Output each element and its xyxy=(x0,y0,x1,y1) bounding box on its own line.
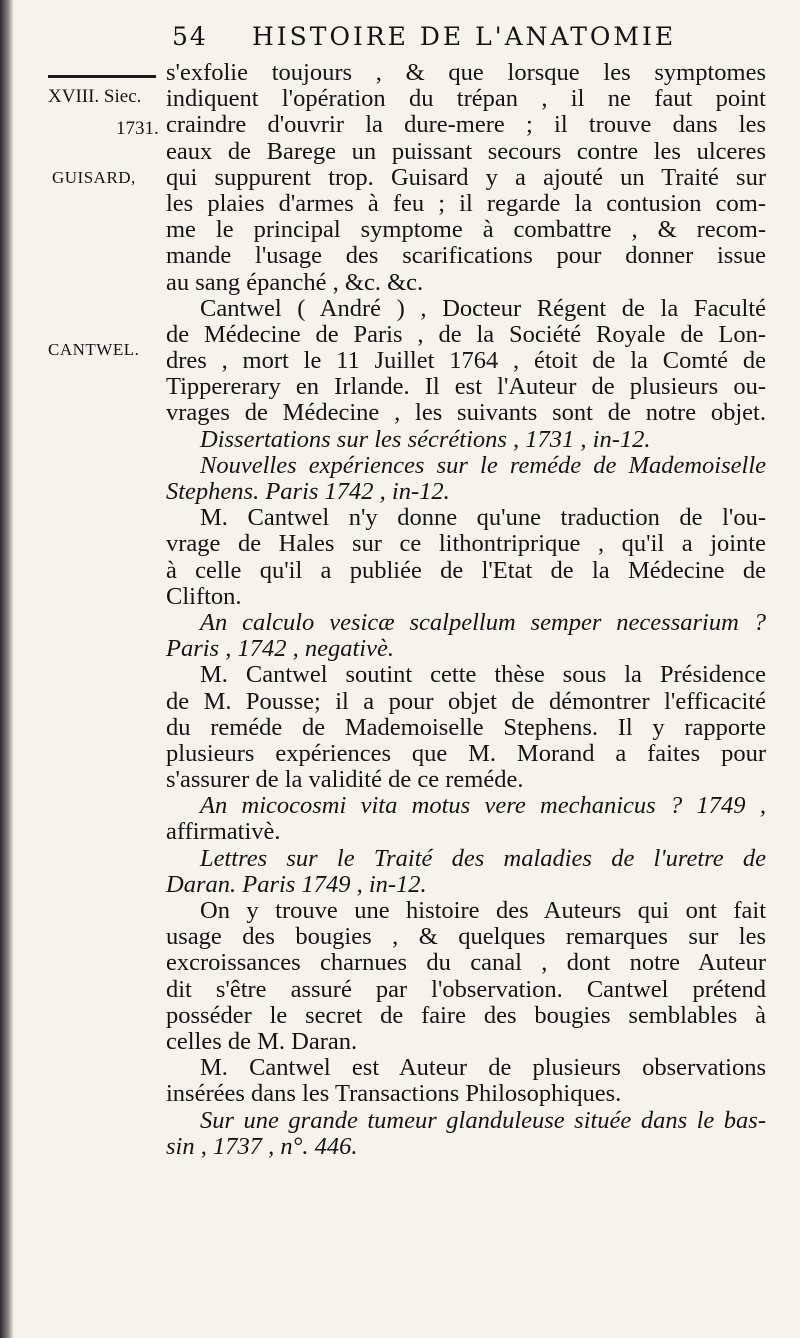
text-line: usage des bougies , & quelques remarques sur les xyxy=(166,923,766,951)
page-number: 54 xyxy=(172,22,208,51)
text-line: Daran. Paris 1749 , in-12. xyxy=(166,870,427,898)
text-line: celles de M. Daran. xyxy=(166,1027,358,1055)
century-note: XVIII. Siec. xyxy=(48,86,142,107)
text-line: les plaies d'armes à feu ; il regarde la contusion com- xyxy=(166,189,766,217)
text-line: Paris , 1742 , negativè. xyxy=(166,635,394,663)
text-line: Clifton. xyxy=(166,582,242,610)
text-line: indiquent l'opération du trépan , il ne faut point xyxy=(166,85,766,113)
text-line: de M. Pousse; il a pour objet de démontrer l'efficacité xyxy=(166,687,766,715)
running-header xyxy=(172,22,782,62)
text-line: M. Cantwel n'y donne qu'une traduction de l'ou- xyxy=(200,504,766,532)
text-line: posséder le secret de faire des bougies semblables à xyxy=(166,1001,766,1029)
text-line: au sang épanché , &c. &c. xyxy=(166,268,424,296)
text-line: An calculo vesicæ scalpellum semper necessarium ? xyxy=(200,608,766,636)
text-line: An micocosmi vita motus vere mechanicus ? 1749 , xyxy=(200,792,766,820)
margin-rule xyxy=(48,75,156,78)
text-line: Tippererary en Irlande. Il est l'Auteur de plusieurs ou- xyxy=(166,373,766,401)
text-line: M. Cantwel est Auteur de plusieurs observations xyxy=(200,1054,766,1082)
text-line: dit s'être assuré par l'observation. Cantwel prétend xyxy=(166,975,766,1003)
text-line: de Médecine de Paris , de la Société Royale de Lon- xyxy=(166,320,766,348)
running-title: HISTOIRE DE L'ANATOMIE xyxy=(252,22,677,51)
text-line: me le principal symptome à combattre , & recom- xyxy=(166,216,766,244)
text-line: insérées dans les Transactions Philosophiques. xyxy=(166,1080,622,1108)
cantwel-note: CANTWEL. xyxy=(48,340,140,359)
text-line: sin , 1737 , n°. 446. xyxy=(166,1132,358,1160)
text-line: On y trouve une histoire des Auteurs qui ont fait xyxy=(200,897,766,924)
text-line: vrage de Hales sur ce lithontriprique , qu'il a jointe xyxy=(166,530,766,558)
text-line: M. Cantwel soutint cette thèse sous la Présidence xyxy=(200,661,766,689)
text-line: mande l'usage des scarifications pour donner issue xyxy=(166,242,766,270)
text-line: qui suppurent trop. Guisard y a ajouté un Traité sur xyxy=(166,163,766,191)
text-line: Cantwel ( André ) , Docteur Régent de la Faculté xyxy=(200,294,766,322)
text-line: dres , mort le 11 Juillet 1764 , étoit de la Comté de xyxy=(166,347,766,375)
text-line: excroissances charnues du canal , dont notre Auteur xyxy=(166,949,766,977)
guisard-note: GUISARD, xyxy=(52,168,136,187)
text-line: plusieurs expériences que M. Morand a faites pour xyxy=(166,739,766,767)
book-spine-shadow xyxy=(0,0,14,1338)
text-line: à celle qu'il a publiée de l'Etat de la Médecine de xyxy=(166,556,766,584)
text-line: craindre d'ouvrir la dure-mere ; il trouve dans les xyxy=(166,111,766,139)
text-line: s'exfolie toujours , & que lorsque les symptomes xyxy=(166,59,766,86)
text-line: Sur une grande tumeur glanduleuse située dans le bas- xyxy=(200,1106,766,1134)
text-line: Dissertations sur les sécrétions , 1731 , in-12. xyxy=(200,425,651,453)
text-line: affirmativè. xyxy=(166,818,281,846)
text-line: du reméde de Mademoiselle Stephens. Il y rapporte xyxy=(166,713,766,741)
text-line: vrages de Médecine , les suivants sont de notre objet. xyxy=(166,399,766,427)
text-line: s'assurer de la validité de ce reméde. xyxy=(166,766,524,794)
text-line: eaux de Barege un puissant secours contre les ulceres xyxy=(166,137,766,165)
text-line: Lettres sur le Traité des maladies de l'uretre de xyxy=(200,844,766,872)
body-text xyxy=(166,60,766,1160)
year-note: 1731. xyxy=(116,118,159,139)
text-line: Stephens. Paris 1742 , in-12. xyxy=(166,478,450,505)
text-line: Nouvelles expériences sur le reméde de Mademoiselle xyxy=(200,451,766,479)
